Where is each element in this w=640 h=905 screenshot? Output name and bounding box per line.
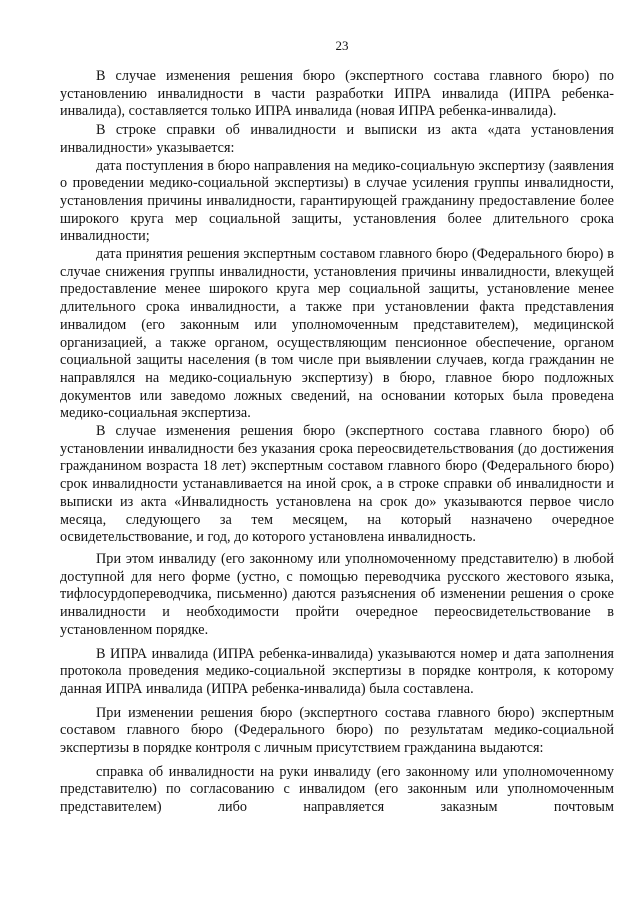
paragraph-referral-date: дата поступления в бюро направления на медико-социальную экспертизу (заявления о проведении медико-социальной экспертизы) в случае усиления группы инвалидности, установления причины инвалидности, гарантирующей гражданину предоставление более широкого круга мер социальной защиты, установления более длительного срока инвалидности; xyxy=(60,157,614,245)
paragraph-protocol-number: В ИПРА инвалида (ИПРА ребенка-инвалида) указываются номер и дата заполнения протокола проведения медико-социальной экспертизы в порядке контроля, к которому данная ИПРА инвалида (ИПРА ребенка-инвалида) была составлена. xyxy=(60,645,614,697)
paragraph-explanations: При этом инвалиду (его законному или уполномоченному представителю) в любой доступной для него форме (устно, с помощью переводчика русского жестового языка, тифлосурдопереводчика, письменно) даются разъяснения об изменении решения о сроке инвалидности и необходимости пройти очередное переосвидетельствование в установленном порядке. xyxy=(60,550,614,638)
page-number: 23 xyxy=(335,38,349,53)
paragraph-certificate-delivery: справка об инвалидности на руки инвалиду (его законному или уполномоченному представителю) по согласованию с инвалидом (его законным или уполномоченным представителем) либо направляется заказным почтовым xyxy=(60,763,614,816)
paragraph-disability-date-line: В строке справки об инвалидности и выписки из акта «дата установления инвалидности» указывается: xyxy=(60,122,614,156)
paragraph-ipra-change: В случае изменения решения бюро (экспертного состава главного бюро) по установлению инвалидности в части разработки ИПРА инвалида (ИПРА ребенка-инвалида), составляется только ИПРА инвалида (новая ИПРА ребенка-инвалида). xyxy=(60,68,614,120)
paragraph-decision-date: дата принятия решения экспертным составом главного бюро (Федерального бюро) в случае снижения группы инвалидности, установления причины инвалидности, влекущей предоставление менее широкого круга мер социальной защиты, установление менее длительного срока инвалидности, а также при установлении факта представления инвалидом (его законным или уполномоченным представителем), медицинской организацией, а также органом, осуществляющим пенсионное обеспечение, органом социальной защиты населения (в том числе при выявлении случаев, когда гражданин не направлялся на медико-социальную экспертизу) в бюро, главное бюро подложных документов или заведомо ложных сведений, на основании которых была проведена медико-социальная экспертиза. xyxy=(60,246,614,422)
paragraph-term-change: В случае изменения решения бюро (экспертного состава главного бюро) об установлении инвалидности без указания срока переосвидетельствования (до достижения гражданином возраста 18 лет) экспертным составом главного бюро (Федерального бюро) срок инвалидности устанавливается на иной срок, а в строке справки об инвалидности и выписки из акта «Инвалидность установлена на срок до» указываются первое число месяца, следующего за тем месяцем, на который назначено очередное освидетельствование, и год, до которого установлена инвалидность. xyxy=(60,423,614,546)
paragraph-issued-documents: При изменении решения бюро (экспертного состава главного бюро) экспертным составом главного бюро (Федерального бюро) по результатам медико-социальной экспертизы в порядке контроля с личным присутствием гражданина выдаются: xyxy=(60,704,614,757)
